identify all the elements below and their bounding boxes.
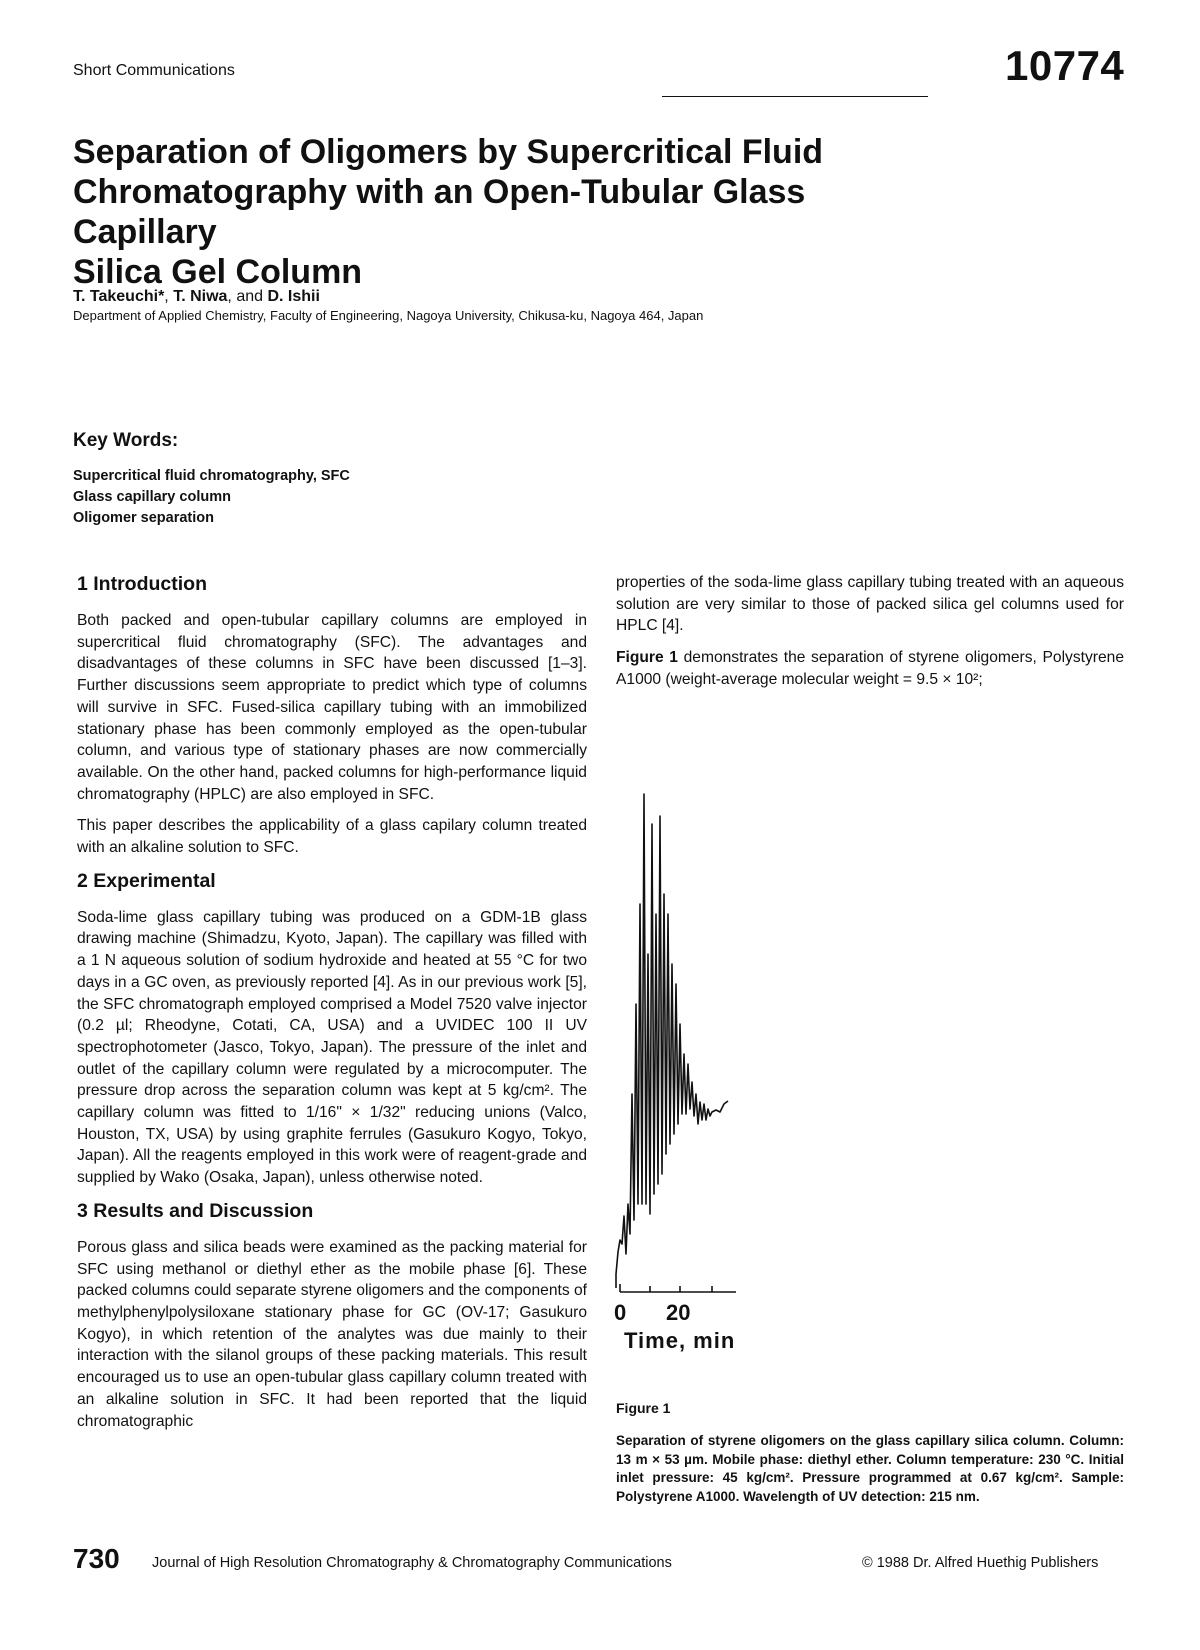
intro-paragraph-2: This paper describes the applicability of a glass capilary column treated with an alkaline solution to SFC. [77,817,587,857]
chromatogram-figure [616,764,796,1404]
section-heading-experimental: 2 Experimental [77,869,216,892]
keywords-list [73,466,350,529]
figure-caption: Separation of styrene oligomers on the glass capillary silica column. Column: 13 m × 53 µm. Mobile phase: diethyl ether. Column temperature: 230 °C. Initial inlet pressure: 45 kg/cm². Pressure programmed at 0.67 kg/cm². Sample: Polystyrene A1000. Wavelength of UV detection: 215 nm. [616,1433,1124,1504]
copyright: © 1988 Dr. Alfred Huethig Publishers [862,1555,1099,1571]
affiliation: Department of Applied Chemistry, Faculty of Engineering, Nagoya University, Chikusa-ku, Nagoya 464, Japan [73,308,704,323]
results-paragraph: Porous glass and silica beads were examined as the packing material for SFC using methanol or diethyl ether as the mobile phase [6]. These packed columns could separate styrene oligomers and the components of methylphenylpolysiloxane stationary phase for GC (OV-17; Gasukuro Kogyo), in which retention of the analytes was due mainly to their interaction with the silanol groups of these packing materials. This result encouraged us to use an open-tubular glass capillary column treated with an alkaline solution in SFC. It had been reported that the liquid chromatographic [77,1238,587,1430]
right-paragraph-2 [616,647,1124,690]
chromatogram-trace [616,794,728,1288]
experimental-paragraph: Soda-lime glass capillary tubing was produced on a GDM-1B glass drawing machine (Shimadzu, Kyoto, Japan). The capillary was filled with a 1 N aqueous solution of sodium hydroxide and heated at 55 °C for two days in a GC oven, as previously reported [4]. As in our previous work [5], the SFC chromatograph employed comprised a Model 7520 valve injector (0.2 µl; Rheodyne, Cotati, CA, USA) and a UVIDEC 100 II UV spectrophotometer (Jasco, Tokyo, Japan). The pressure of the inlet and outlet of the capillary column were regulated by a microcomputer. The pressure drop across the separation column was kept at 5 kg/cm². The capillary column was fitted to 1/16" × 1/32" reducing unions (Valco, Houston, TX, USA) by using graphite ferrules (Gasukuro Kogyo, Tokyo, Japan). All the reagents employed in this work were of reagent-grade and supplied by Wako (Osaka, Japan), unless otherwise noted. [77,908,587,1187]
title-line-3: Silica Gel Column [73,253,363,291]
title-line-1: Separation of Oligomers by Supercritical Fluid [73,133,824,171]
figure-label: Figure 1 [616,1400,671,1416]
figure-reference: Figure 1 [616,649,678,667]
keyword-item: Glass capillary column [73,489,231,505]
keyword-item: Supercritical fluid chromatography, SFC [73,468,350,484]
tick-label-0: 0 [614,1300,627,1325]
paper-title [73,132,953,292]
author-takeuchi: T. Takeuchi* [73,288,165,305]
intro-paragraph-1: Both packed and open-tubular capillary columns are employed in supercritical fluid chromatography (SFC). The advantages and disadvantages of these columns in SFC have been discussed [1–3]. Further discussions seem appropriate to predict which type of columns will survive in SFC. Fused-silica capillary tubing with an immobilized stationary phase has been commonly employed as the open-tubular column, and various type of stationary phases are now commercially available. On the other hand, packed columns for high-performance liquid chromatography (HPLC) are also employed in SFC. [77,612,587,803]
time-axis-label: Time, min [624,1328,736,1353]
author-list [73,288,320,306]
right-column [616,572,1124,701]
article-number: 10774 [1005,42,1125,89]
title-line-2: Chromatography with an Open-Tubular Glass Capillary [73,173,806,251]
page-number: 730 [73,1543,120,1574]
tick-label-20: 20 [666,1300,691,1325]
author-separator: , [164,288,174,305]
journal-name: Journal of High Resolution Chromatography & Chromatography Communications [152,1555,672,1571]
keywords-heading: Key Words: [73,430,179,451]
section-heading-introduction: 1 Introduction [77,573,207,595]
right-paragraph-2-text: demonstrates the separation of styrene oligomers, Polystyrene A1000 (weight-average molecular weight = 9.5 × 10²; [616,649,1124,688]
author-niwa: T. Niwa [173,288,228,305]
right-paragraph-1: properties of the soda-lime glass capillary tubing treated with an aqueous solution are very similar to those of packed silica gel columns used for HPLC [4]. [616,574,1124,635]
left-column [77,572,587,1442]
section-heading-results: 3 Results and Discussion [77,1199,314,1222]
header-rule [662,96,928,97]
author-ishii: D. Ishii [267,288,320,305]
author-separator: , and [227,288,268,305]
keyword-item: Oligomer separation [73,510,215,526]
section-label: Short Communications [73,62,235,79]
